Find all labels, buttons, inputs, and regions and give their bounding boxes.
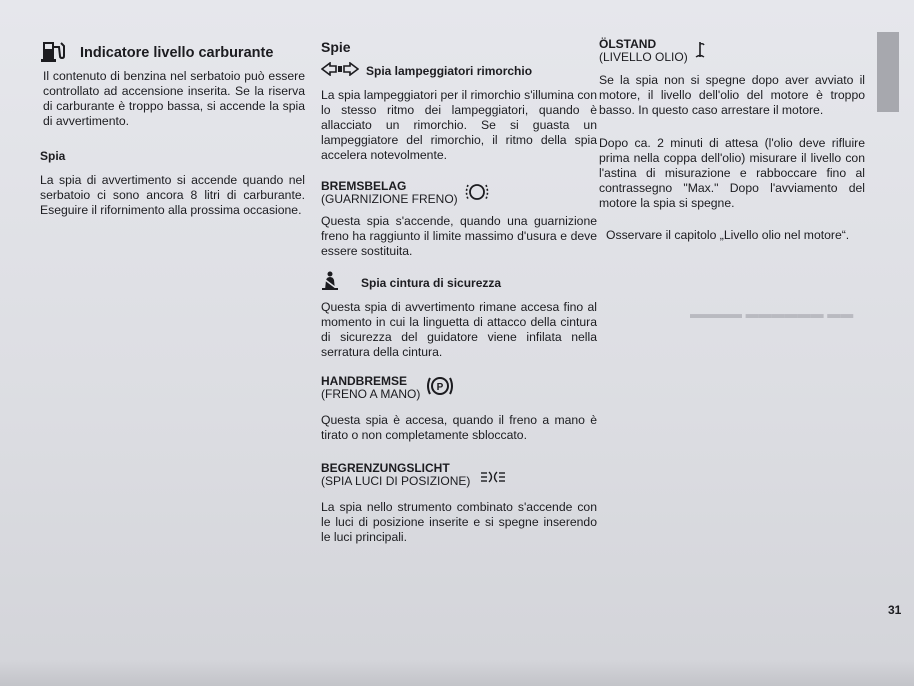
handbremse-subheading: (FRENO A MANO) bbox=[321, 387, 421, 401]
cintura-heading: Spia cintura di sicurezza bbox=[361, 275, 502, 290]
olstand-p2: Dopo ca. 2 minuti di attesa (l'olio deve rifluire prima nella coppa dell'olio) misurare il livello con l'astina di misurazione e rabboccare fino al contrassegno "Max." Dopo l'avviamento del motore la spia si spegne. bbox=[599, 136, 865, 210]
rimorchio-text: La spia lampeggiatori per il rimorchio s'illumina con lo stesso ritmo dei lampeggiatori, quando è allacciato un rimorchio. Se si guasta un lampeggiatore del rimorchio, il ritmo della spia accelera notevolmente. bbox=[321, 88, 597, 162]
spia-heading: Spia bbox=[40, 149, 66, 163]
handbremse-heading: HANDBREMSE bbox=[321, 374, 408, 388]
trailer-turn-signal-icon bbox=[321, 62, 359, 80]
parking-brake-icon bbox=[426, 375, 454, 401]
bremsbelag-text: Questa spia s'accende, quando una guarnizione freno ha raggiunto il limite massimo d'usura e deve essere sostituita. bbox=[321, 214, 597, 258]
spie-title: Spie bbox=[321, 39, 351, 55]
bremsbelag-subheading: (GUARNIZIONE FRENO) bbox=[321, 192, 458, 206]
oil-level-icon bbox=[694, 41, 706, 63]
cintura-text: Questa spia di avvertimento rimane accesa fino al momento in cui la linguetta di attacco della cintura di sicurezza del guidatore viene infilata nella serratura della cintura. bbox=[321, 300, 597, 359]
olstand-heading: ÖLSTAND bbox=[599, 37, 657, 51]
begrenzung-subheading: (SPIA LUCI DI POSIZIONE) bbox=[321, 474, 471, 488]
fuel-intro: Il contenuto di benzina nel serbatoio può essere controllato ad accensione inserita. Se la riserva di carburante è troppo bassa, si accende la spia di avvertimento. bbox=[43, 69, 305, 128]
olstand-p3: Osservare il capitolo „Livello olio nel motore“. bbox=[606, 228, 850, 242]
page-number: 31 bbox=[888, 603, 902, 617]
seatbelt-icon bbox=[321, 271, 339, 295]
bleed-through-text: ▬▬▬▬ ▬▬▬▬▬▬ ▬▬ bbox=[690, 306, 854, 321]
olstand-p1: Se la spia non si spegne dopo aver avviato il motore, il livello dell'olio del motore è troppo basso. In questo caso arrestare il motore. bbox=[599, 73, 865, 117]
column-fuel bbox=[40, 40, 305, 218]
column-spie bbox=[321, 40, 597, 545]
fuel-section-title: Indicatore livello carburante bbox=[80, 44, 274, 61]
handbremse-text: Questa spia è accesa, quando il freno a mano è tirato o non completamente sbloccato. bbox=[321, 413, 597, 442]
begrenzung-heading: BEGRENZUNGSLICHT bbox=[321, 461, 450, 475]
chapter-tab-marker bbox=[877, 32, 899, 112]
bremsbelag-heading: BREMSBELAG bbox=[321, 179, 407, 193]
column-olstand bbox=[599, 38, 865, 243]
begrenzung-text: La spia nello strumento combinato s'accende con le luci di posizione inserite e si spegne inserendo le luci principali. bbox=[321, 500, 597, 544]
svg-text:P: P bbox=[437, 382, 444, 393]
spia-text: La spia di avvertimento si accende quando nel serbatoio ci sono ancora 8 litri di carburante. Eseguire il rifornimento alla prossima occasione. bbox=[40, 173, 305, 217]
olstand-subheading: (LIVELLO OLIO) bbox=[599, 50, 688, 64]
fuel-pump-icon bbox=[40, 40, 66, 66]
position-lights-icon bbox=[480, 471, 510, 487]
brake-pad-icon bbox=[464, 182, 490, 206]
rimorchio-heading: Spia lampeggiatori rimorchio bbox=[366, 63, 533, 78]
